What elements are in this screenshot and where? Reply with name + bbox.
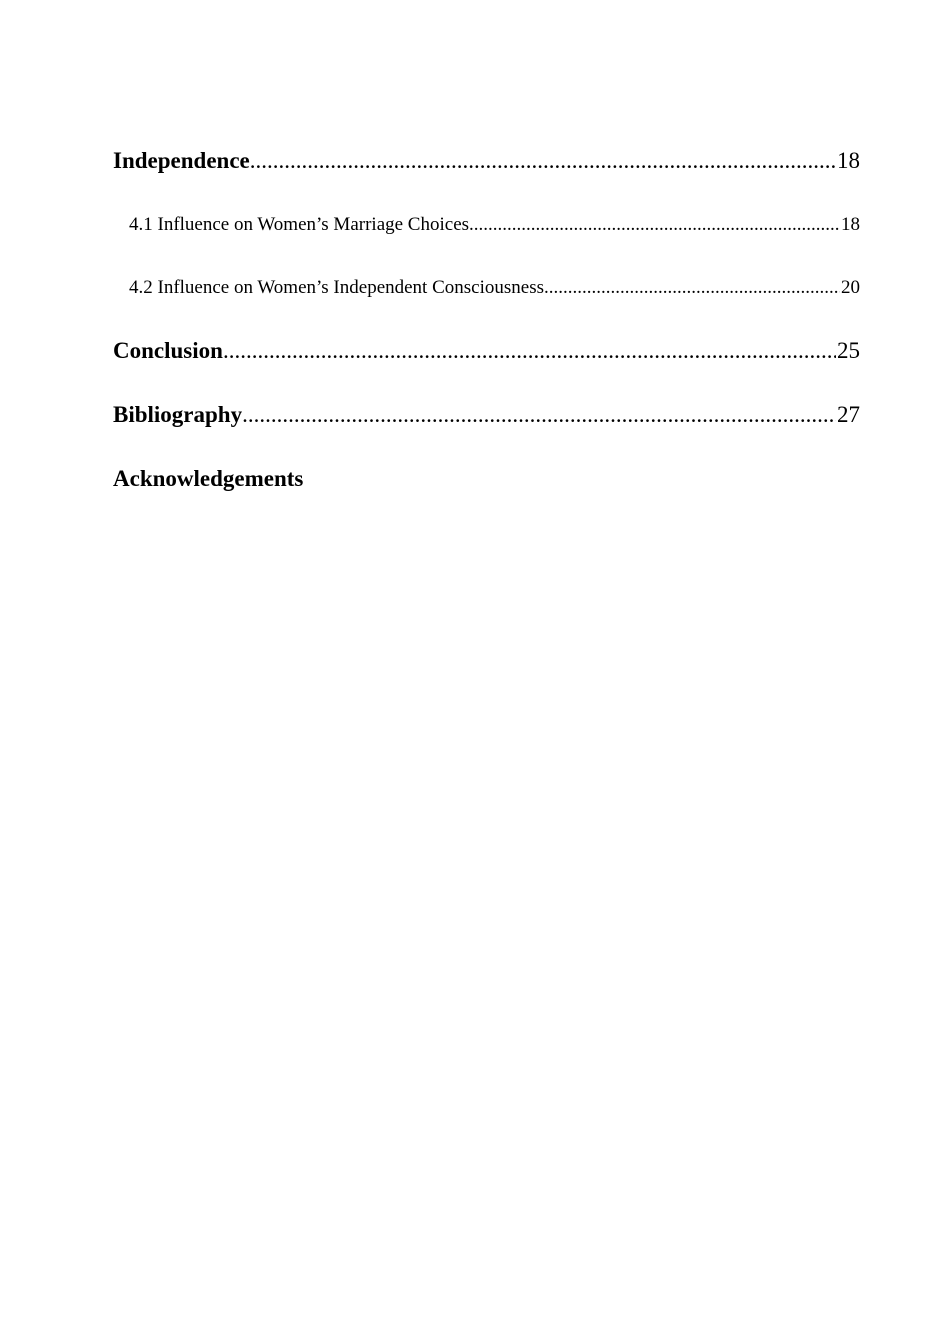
toc-entry-independence[interactable] [113,146,860,210]
toc-entry-acknowledgements[interactable] [113,464,860,494]
toc-entry-title: 4.2 Influence on Women’s Independent Consciousness [129,277,544,298]
toc-entry-bibliography[interactable] [113,400,860,464]
toc-entry-page: 25 [837,338,860,363]
toc-dot-leader [469,210,840,240]
toc-entry-title: Independence [113,148,250,173]
toc-entry-page: 27 [837,402,860,427]
toc-entry-title: 4.1 Influence on Women’s Marriage Choices [129,214,470,235]
toc-dot-leader [544,273,840,303]
toc-entry-independent-consciousness[interactable] [113,273,860,336]
toc-entry-title: Acknowledgements [113,466,304,491]
toc-dot-leader [242,400,836,430]
toc-dot-leader [250,146,836,176]
toc-entry-title: Bibliography [113,402,243,427]
toc-entry-page: 18 [837,148,860,173]
toc-entry-page: 20 [841,277,860,298]
toc-entry-page: 18 [841,214,860,235]
table-of-contents [113,146,860,494]
toc-entry-conclusion[interactable] [113,336,860,400]
toc-entry-title: Conclusion [113,338,223,363]
toc-entry-marriage-choices[interactable] [113,210,860,273]
toc-dot-leader [223,336,836,366]
